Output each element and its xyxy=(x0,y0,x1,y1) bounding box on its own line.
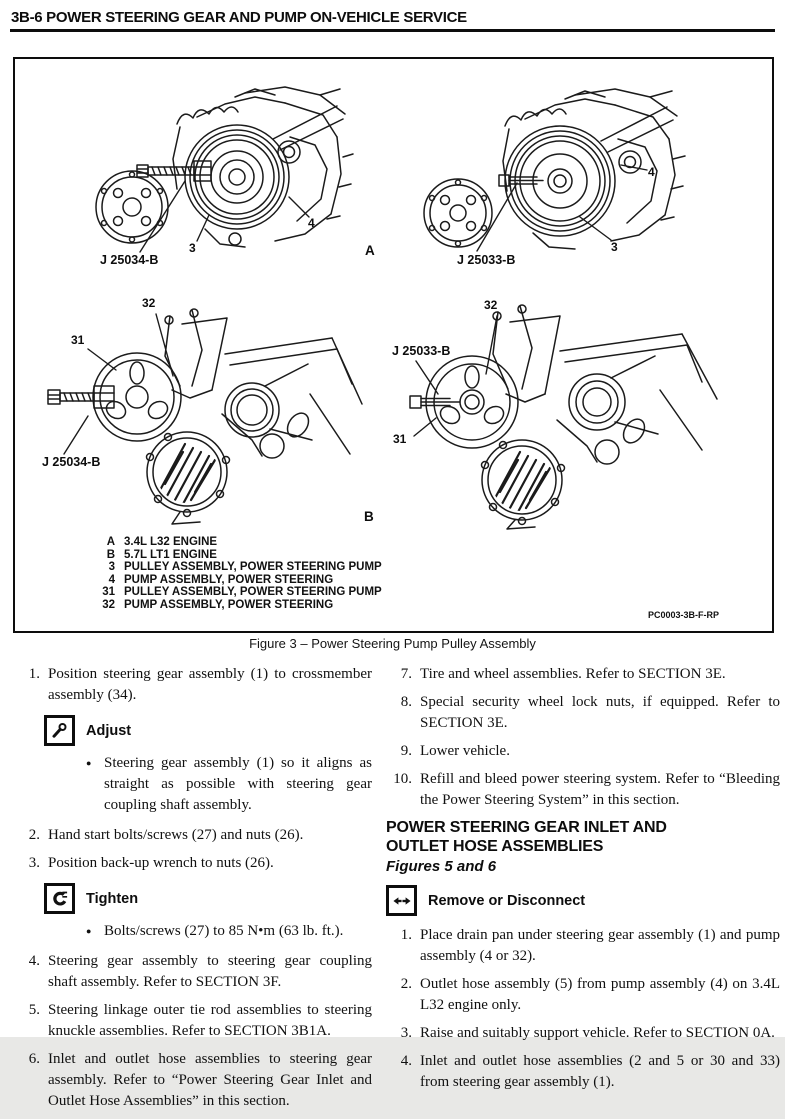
remove-step-1: 1. Place drain pan under steering gear assembly (1) and pump assembly (4 or 32). xyxy=(400,927,780,964)
crank-flange xyxy=(96,171,168,243)
remove-label: Remove or Disconnect xyxy=(428,892,586,909)
stud-tool xyxy=(499,175,566,187)
page-title: 3B-6 POWER STEERING GEAR AND PUMP ON-VEHICLE SERVICE xyxy=(11,9,467,26)
legend-row: 4 PUMP ASSEMBLY, POWER STEERING xyxy=(108,573,334,586)
right-column xyxy=(386,664,780,1119)
figure-3-illustration xyxy=(13,57,774,633)
tighten-label: Tighten xyxy=(86,890,139,907)
figures-reference: Figures 5 and 6 xyxy=(386,858,497,875)
body-columns xyxy=(14,664,780,1119)
remove-step-4: 4. Inlet and outlet hose assemblies (2 and 5 or 30 and 33) from steering gear assembly (1). xyxy=(400,1053,780,1090)
tool-label-br: J 25033-B xyxy=(392,344,451,358)
legend-row: A 3.4L L32 ENGINE xyxy=(106,536,218,548)
tighten-bullet: ● Bolts/screws (27) to 85 N•m (63 lb. ft.). xyxy=(86,921,372,942)
engine-illustration-57l-pulley xyxy=(425,79,705,274)
legend-row: 31 PULLEY ASSEMBLY, POWER STEERING PUMP xyxy=(102,586,382,599)
callout-32-br: 32 xyxy=(484,298,498,312)
crank-flange xyxy=(424,179,492,247)
tool-label-tr: J 25033-B xyxy=(457,253,516,267)
engine-illustration-34l-pulley xyxy=(85,79,355,274)
install-step-5: 5. Steering linkage outer tie rod assemblies to steering knuckle assemblies. Refer to SECTION 3B1A. xyxy=(28,1002,372,1039)
adjust-label: Adjust xyxy=(86,722,132,739)
pump-pulley-hub xyxy=(93,353,181,441)
lower-accessory xyxy=(205,229,245,247)
remove-callout xyxy=(386,885,780,916)
adjust-icon xyxy=(44,715,75,746)
install-step-9: 9. Lower vehicle. xyxy=(400,743,510,759)
pump-illustration-with-tool-left xyxy=(40,294,365,529)
tighten-icon xyxy=(44,883,75,914)
figure-part-code: PC0003-3B-F-RP xyxy=(648,610,720,620)
install-step-1: 1. Position steering gear assembly (1) to crossmember assembly (34). xyxy=(28,666,372,703)
adjust-callout xyxy=(44,715,372,816)
callout-31-br: 31 xyxy=(393,432,407,446)
idler-pulley xyxy=(569,356,658,434)
figure-caption: Figure 3 – Power Steering Pump Pulley Assembly xyxy=(249,636,536,651)
install-step-3: 3. Position back-up wrench to nuts (26). xyxy=(28,855,274,871)
install-step-7: 7. Tire and wheel assemblies. Refer to SECTION 3E. xyxy=(400,666,726,682)
tool-label-tl: J 25034-B xyxy=(100,253,159,267)
tighten-callout xyxy=(44,883,372,942)
install-step-10: 10. Refill and bleed power steering system. Refer to “Bleeding the Power Steering System” in this section. xyxy=(393,771,780,808)
panel-letter-b: B xyxy=(364,509,374,524)
engine-block-outline xyxy=(173,87,353,241)
mounting-bracket xyxy=(493,305,560,402)
frame-rails xyxy=(560,334,717,450)
tool-label-bl: J 25034-B xyxy=(42,455,101,469)
water-pump-fins xyxy=(159,444,215,504)
legend-row: 32 PUMP ASSEMBLY, POWER STEERING xyxy=(102,598,334,611)
install-step-6: 6. Inlet and outlet hose assemblies to steering gear assembly. Refer to “Power Steering Gear Inlet and Outlet Hose Assemblies” in this section. xyxy=(28,1051,372,1109)
legend-row: B 5.7L LT1 ENGINE xyxy=(106,548,217,561)
adjust-bullet: ● Steering gear assembly (1) so it aligns as straight as possible with steering gear coupling shaft assembly. xyxy=(86,753,372,816)
remove-step-2: 2. Outlet hose assembly (5) from pump assembly (4) on 3.4L L32 engine only. xyxy=(400,976,780,1013)
pump-illustration-with-tool-right xyxy=(380,294,725,529)
callout-4-tl: 4 xyxy=(308,216,315,230)
remove-step-3: 3. Raise and suitably support vehicle. Refer to SECTION 0A. xyxy=(400,1025,775,1041)
figure-legend xyxy=(91,536,382,612)
left-column xyxy=(14,664,372,1119)
install-step-4: 4. Steering gear assembly to steering gear coupling shaft assembly. Refer to SECTION 3F. xyxy=(28,953,372,990)
bullet-icon: ● xyxy=(86,758,92,768)
panel-letter-a: A xyxy=(365,243,375,258)
bullet-icon: ● xyxy=(86,926,92,936)
callout-3-tl: 3 xyxy=(189,241,196,255)
section-heading: POWER STEERING GEAR INLET AND OUTLET HOSE ASSEMBLIES xyxy=(386,819,667,855)
install-step-8: 8. Special security wheel lock nuts, if equipped. Refer to SECTION 3E. xyxy=(400,694,780,731)
pulley xyxy=(185,125,289,229)
callout-4-tr: 4 xyxy=(648,165,655,179)
ports xyxy=(222,409,313,458)
pump-body xyxy=(618,139,657,223)
legend-row: 3 PULLEY ASSEMBLY, POWER STEERING PUMP xyxy=(108,561,382,574)
water-pump-fins xyxy=(494,452,550,512)
callout-3-tr: 3 xyxy=(611,240,618,254)
callout-31-bl: 31 xyxy=(71,333,85,347)
puller-tool xyxy=(48,386,114,408)
mounting-bracket xyxy=(165,309,227,398)
header-rule xyxy=(10,29,775,32)
pump-body xyxy=(278,137,327,221)
callout-32-bl: 32 xyxy=(142,296,156,310)
install-step-2: 2. Hand start bolts/screws (27) and nuts (26). xyxy=(28,827,304,843)
remove-disconnect-icon xyxy=(386,885,417,916)
stud-tool xyxy=(410,396,460,408)
